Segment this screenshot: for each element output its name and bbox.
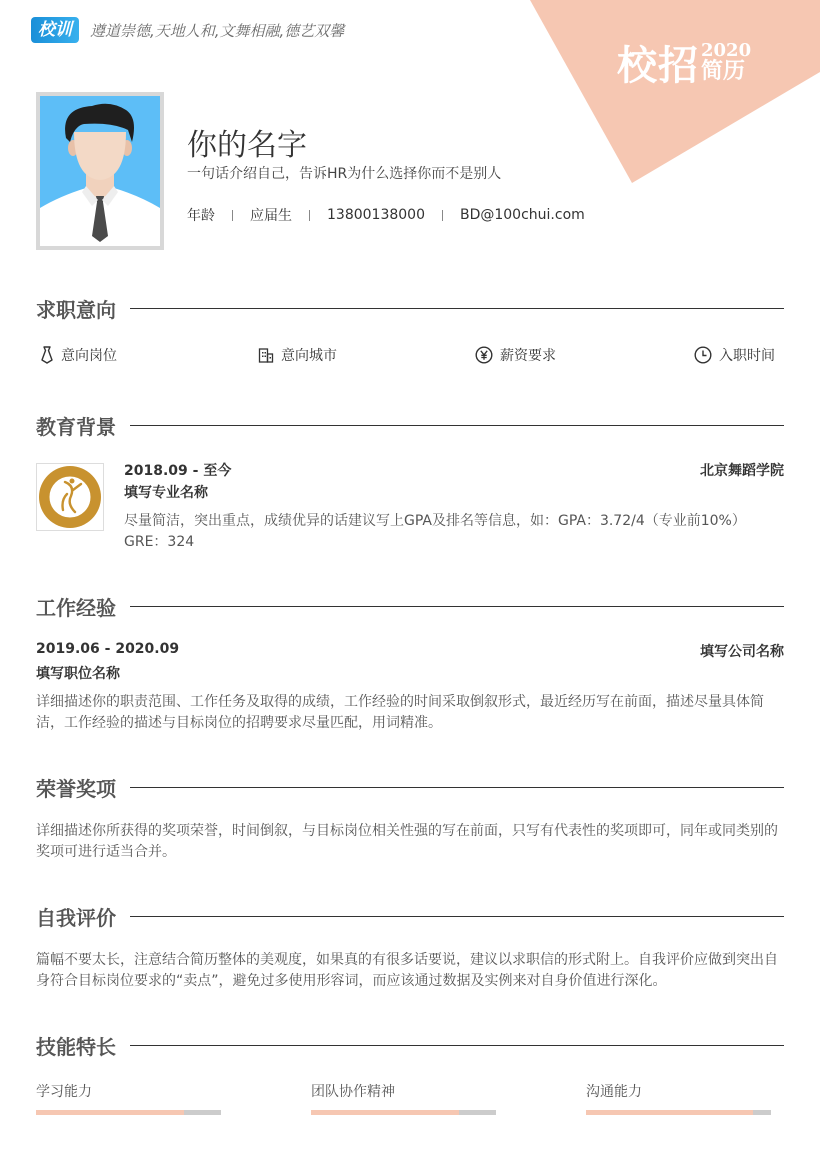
school-motto: 遵道崇德,天地人和,文舞相融,德艺双馨 — [90, 22, 345, 40]
section-title: 求职意向 — [36, 298, 116, 322]
intent-label: 入职时间 — [719, 348, 775, 364]
skill-label: 学习能力 — [36, 1084, 92, 1100]
section-title: 自我评价 — [36, 906, 116, 930]
section-header-self — [36, 902, 784, 931]
section-title: 技能特长 — [36, 1035, 116, 1059]
corner-triangle — [530, 0, 820, 185]
skill-bar — [586, 1110, 771, 1115]
corner-banner — [530, 0, 820, 185]
skill-item-communication — [586, 1081, 642, 1101]
education-description: 尽量简洁，突出重点，成绩优异的话建议写上GPA及排名等信息，如：GPA：3.72/4（专业前10%） GRE：324 — [124, 513, 746, 550]
tie-icon — [40, 346, 54, 364]
honors-description: 详细描述你所获得的奖项荣誉，时间倒叙，与目标岗位相关性强的写在前面，只写有代表性的奖项即可，同年或同类别的奖项可进行适当合并。 — [36, 823, 778, 860]
profile-email: BD@100chui.com — [459, 207, 585, 223]
profile-status: 应届生 — [250, 208, 292, 224]
skill-bar — [36, 1110, 221, 1115]
corner-year: 2020 — [701, 39, 752, 61]
work-description: 详细描述你的职责范围、工作任务及取得的成绩，工作经验的时间采取倒叙形式，最近经历写在前面，描述尽量具体简洁，工作经验的描述与目标岗位的招聘要求尽量匹配，用词精准。 — [36, 694, 764, 731]
section-divider — [130, 1045, 784, 1046]
section-divider — [130, 787, 784, 788]
skill-label: 沟通能力 — [586, 1084, 642, 1100]
profile-photo — [36, 92, 164, 250]
self-description: 篇幅不要太长，注意结合简历整体的美观度，如果真的有很多话要说，建议以求职信的形式附上。自我评价应做到突出自身符合目标岗位要求的“卖点”，避免过多使用形容词，而应该通过数据及实例来对自身价值进行深化。 — [36, 952, 778, 989]
intent-item-salary — [475, 345, 556, 365]
skill-label: 团队协作精神 — [311, 1084, 395, 1100]
profile-intro: 一句话介绍自己，告诉HR为什么选择你而不是别人 — [187, 166, 502, 182]
divider — [309, 210, 310, 221]
education-school: 北京舞蹈学院 — [700, 463, 784, 479]
school-logo — [36, 463, 104, 531]
corner-sub-text: 简历 — [701, 58, 746, 85]
profile-info-row — [187, 205, 585, 225]
intent-item-entry-time — [694, 345, 775, 365]
education-major: 填写专业名称 — [124, 485, 208, 501]
corner-main-text: 校招 — [617, 42, 699, 89]
skill-item-learning — [36, 1081, 92, 1101]
section-header-skills — [36, 1031, 784, 1060]
divider — [232, 210, 233, 221]
section-title: 荣誉奖项 — [36, 777, 116, 801]
profile-name: 你的名字 — [187, 128, 307, 163]
school-seal-icon — [37, 464, 103, 530]
skill-bar-fill — [586, 1110, 753, 1115]
brand-logo: 校训 — [31, 17, 79, 43]
intent-label: 薪资要求 — [500, 348, 556, 364]
intent-row — [36, 345, 784, 367]
section-divider — [130, 308, 784, 309]
section-divider — [130, 916, 784, 917]
section-header-education — [36, 411, 784, 440]
section-divider — [130, 606, 784, 607]
work-period: 2019.06 - 2020.09 — [36, 641, 180, 657]
skill-bar-fill — [36, 1110, 184, 1115]
section-title: 教育背景 — [36, 415, 116, 439]
divider — [442, 210, 443, 221]
skill-bar-fill — [311, 1110, 459, 1115]
yen-icon — [475, 346, 493, 364]
skill-bar — [311, 1110, 496, 1115]
corner-title — [617, 34, 751, 91]
section-divider — [130, 425, 784, 426]
section-header-honors — [36, 773, 784, 802]
section-header-work — [36, 592, 784, 621]
clock-icon — [694, 346, 712, 364]
profile-age: 年龄 — [187, 208, 215, 224]
education-period: 2018.09 - 至今 — [124, 463, 232, 479]
avatar-illustration — [40, 96, 160, 246]
work-company: 填写公司名称 — [700, 644, 784, 660]
intent-item-position — [40, 345, 117, 365]
skill-item-teamwork — [311, 1081, 395, 1101]
intent-label: 意向城市 — [281, 348, 337, 364]
intent-item-city — [258, 345, 337, 365]
section-header-intent — [36, 294, 784, 323]
intent-label: 意向岗位 — [61, 348, 117, 364]
building-icon — [258, 347, 274, 363]
work-position: 填写职位名称 — [36, 666, 120, 682]
profile-phone: 13800138000 — [327, 207, 425, 223]
section-title: 工作经验 — [36, 596, 116, 620]
